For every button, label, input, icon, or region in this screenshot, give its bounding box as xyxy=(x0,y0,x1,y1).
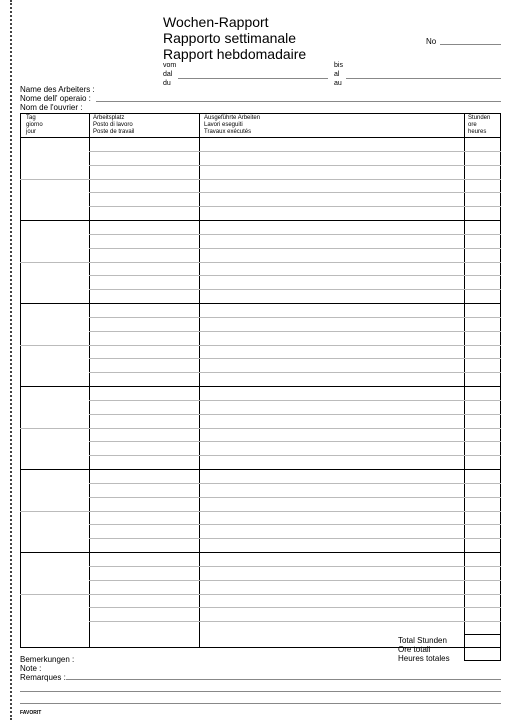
day-divider xyxy=(20,552,501,553)
from-date-field[interactable] xyxy=(178,78,328,79)
writing-line[interactable] xyxy=(89,179,501,180)
writing-line[interactable] xyxy=(89,262,501,263)
column-header-day: Tag giorno jour xyxy=(26,115,43,135)
to-label-fr: au xyxy=(334,80,342,87)
writing-line[interactable] xyxy=(89,428,501,429)
writing-line[interactable] xyxy=(89,414,501,415)
day-field-line[interactable] xyxy=(20,511,89,512)
writing-line[interactable] xyxy=(89,345,501,346)
writing-line[interactable] xyxy=(89,317,501,318)
worker-name-label-de: Name des Arbeiters : xyxy=(20,85,95,94)
day-field-line[interactable] xyxy=(20,179,89,180)
column-divider-work xyxy=(464,113,465,648)
writing-line[interactable] xyxy=(89,400,501,401)
day-field-line[interactable] xyxy=(20,262,89,263)
writing-line[interactable] xyxy=(89,331,501,332)
day-field-line[interactable] xyxy=(20,594,89,595)
writing-line[interactable] xyxy=(89,538,501,539)
writing-line[interactable] xyxy=(89,206,501,207)
remarks-line-3[interactable] xyxy=(20,703,501,704)
to-label-it: al xyxy=(334,71,340,78)
total-hours-label-fr: Heures totales xyxy=(398,654,450,663)
title-french: Rapport hebdomadaire xyxy=(163,46,307,62)
from-label-de: vom xyxy=(163,62,177,69)
remarks-label-fr: Remarques : xyxy=(20,673,66,682)
from-label-fr: du xyxy=(163,80,171,87)
brand-label: FAVORIT xyxy=(20,710,42,716)
day-field-line[interactable] xyxy=(20,345,89,346)
title-italian: Rapporto settimanale xyxy=(163,30,297,46)
column-header-work: Ausgeführte Arbeiten Lavori eseguiti Travaux exécutés xyxy=(204,115,261,135)
writing-line[interactable] xyxy=(89,524,501,525)
writing-line[interactable] xyxy=(89,165,501,166)
header-bottom-line xyxy=(20,137,501,138)
day-field-line[interactable] xyxy=(20,428,89,429)
writing-line[interactable] xyxy=(89,234,501,235)
day-divider xyxy=(20,220,501,221)
remarks-line-1[interactable] xyxy=(66,679,501,680)
number-label: No xyxy=(426,37,437,46)
writing-line[interactable] xyxy=(89,372,501,373)
writing-line[interactable] xyxy=(89,151,501,152)
perforation-line xyxy=(10,0,12,720)
worker-name-label-fr: Nom de l'ouvrier : xyxy=(20,103,83,112)
day-divider xyxy=(20,303,501,304)
writing-line[interactable] xyxy=(89,497,501,498)
writing-line[interactable] xyxy=(89,275,501,276)
writing-line[interactable] xyxy=(89,511,501,512)
writing-line[interactable] xyxy=(89,607,501,608)
column-divider-day xyxy=(89,113,90,648)
column-divider-workplace xyxy=(199,113,200,648)
to-label-de: bis xyxy=(334,62,343,69)
from-label-it: dal xyxy=(163,71,173,78)
writing-line[interactable] xyxy=(89,594,501,595)
title-german: Wochen-Rapport xyxy=(163,14,269,30)
worker-name-label-it: Nome dell' operaio : xyxy=(20,94,91,103)
column-header-workplace: Arbeitsplatz Posto di lavoro Poste de travail xyxy=(93,115,135,135)
column-header-hours: Stunden ore heures xyxy=(468,115,491,135)
total-hours-label-it: Ore totali xyxy=(398,645,431,654)
writing-line[interactable] xyxy=(89,358,501,359)
writing-line[interactable] xyxy=(89,580,501,581)
day-divider xyxy=(20,469,501,470)
total-hours-field[interactable] xyxy=(464,634,501,661)
remarks-label-de: Bemerkungen : xyxy=(20,655,75,664)
day-divider xyxy=(20,386,501,387)
writing-line[interactable] xyxy=(89,248,501,249)
to-date-field[interactable] xyxy=(346,78,501,79)
writing-line[interactable] xyxy=(89,483,501,484)
writing-line[interactable] xyxy=(89,455,501,456)
report-table xyxy=(20,113,501,648)
writing-line[interactable] xyxy=(89,192,501,193)
writing-line[interactable] xyxy=(89,289,501,290)
total-hours-label-de: Total Stunden xyxy=(398,636,447,645)
writing-line[interactable] xyxy=(89,566,501,567)
number-field[interactable] xyxy=(440,44,501,45)
remarks-label-it: Note : xyxy=(20,664,42,673)
writing-line[interactable] xyxy=(89,621,501,622)
worker-name-field[interactable] xyxy=(96,101,501,102)
remarks-line-2[interactable] xyxy=(20,691,501,692)
writing-line[interactable] xyxy=(89,441,501,442)
